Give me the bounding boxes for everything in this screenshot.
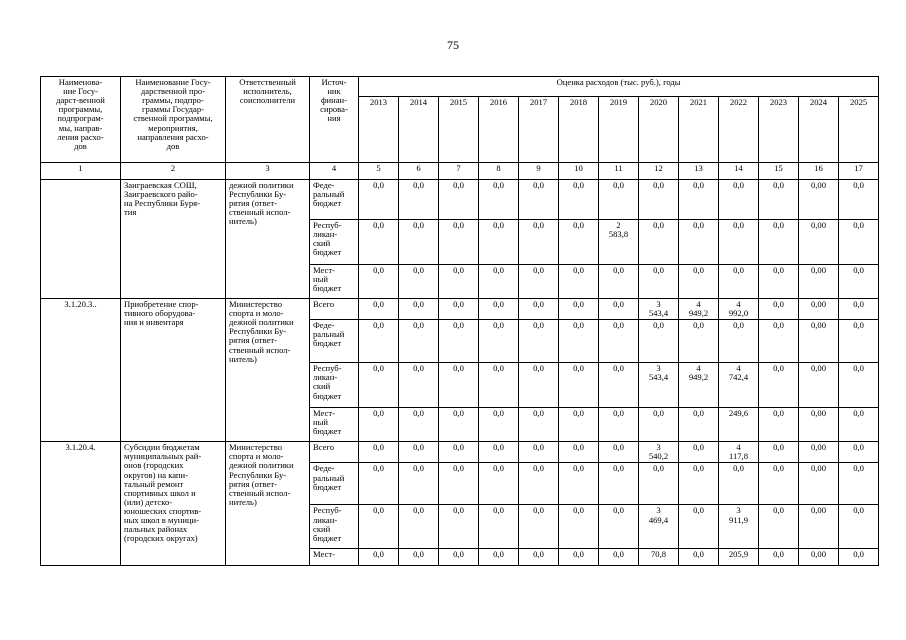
cost-value: 0,0 — [559, 549, 599, 566]
cost-value: 0,0 — [839, 363, 879, 408]
cost-value: 0,0 — [679, 442, 719, 463]
cost-value: 0,0 — [599, 463, 639, 505]
cost-value: 0,0 — [519, 299, 559, 320]
cost-value: 3 469,4 — [639, 505, 679, 549]
header-year: 2018 — [559, 97, 599, 163]
column-number: 7 — [439, 163, 479, 180]
column-number: 13 — [679, 163, 719, 180]
column-number: 12 — [639, 163, 679, 180]
cost-value: 0,0 — [359, 505, 399, 549]
cost-value: 0,0 — [839, 180, 879, 220]
cost-value: 0,0 — [439, 320, 479, 363]
row-code: 3.1.20.3.. — [41, 299, 121, 442]
funding-source: Феде- ральный бюджет — [310, 180, 359, 220]
cost-value: 0,0 — [359, 549, 399, 566]
cost-value: 0,00 — [799, 549, 839, 566]
cost-value: 4 742,4 — [719, 363, 759, 408]
expense-estimate-table — [40, 76, 879, 566]
column-number: 17 — [839, 163, 879, 180]
cost-value: 0,0 — [719, 463, 759, 505]
cost-value: 0,00 — [799, 180, 839, 220]
funding-source: Мест- ный бюджет — [310, 408, 359, 442]
cost-value: 0,00 — [799, 505, 839, 549]
cost-value: 0,0 — [679, 265, 719, 299]
cost-value: 205,9 — [719, 549, 759, 566]
cost-value: 0,0 — [439, 363, 479, 408]
header-source-column: Источ- ник финан- сирова- ния — [310, 77, 359, 163]
cost-value: 0,00 — [799, 220, 839, 265]
cost-value: 0,0 — [559, 180, 599, 220]
header-year: 2019 — [599, 97, 639, 163]
cost-value: 0,0 — [719, 265, 759, 299]
cost-value: 0,0 — [439, 549, 479, 566]
cost-value: 0,0 — [439, 180, 479, 220]
cost-value: 0,0 — [679, 320, 719, 363]
cost-value: 0,0 — [599, 299, 639, 320]
page-number: 75 — [447, 38, 459, 52]
cost-value: 0,0 — [839, 265, 879, 299]
cost-value: 0,0 — [679, 180, 719, 220]
cost-value: 0,0 — [359, 265, 399, 299]
cost-value: 0,0 — [559, 220, 599, 265]
cost-value: 0,0 — [399, 220, 439, 265]
cost-value: 0,00 — [799, 320, 839, 363]
cost-value: 0,0 — [559, 442, 599, 463]
cost-value: 0,0 — [759, 549, 799, 566]
header-year: 2015 — [439, 97, 479, 163]
cost-value: 0,0 — [359, 408, 399, 442]
cost-value: 249,6 — [719, 408, 759, 442]
cost-value: 0,0 — [679, 505, 719, 549]
column-number: 16 — [799, 163, 839, 180]
cost-value: 0,0 — [359, 220, 399, 265]
cost-value: 0,0 — [679, 463, 719, 505]
column-number: 3 — [226, 163, 310, 180]
column-number: 9 — [519, 163, 559, 180]
cost-value: 0,0 — [519, 442, 559, 463]
cost-value: 0,0 — [519, 180, 559, 220]
funding-source: Феде- ральный бюджет — [310, 320, 359, 363]
cost-value: 4 949,2 — [679, 299, 719, 320]
cost-value: 0,0 — [559, 265, 599, 299]
cost-value: 0,0 — [639, 463, 679, 505]
cost-value: 0,0 — [599, 505, 639, 549]
cost-value: 0,0 — [839, 320, 879, 363]
cost-value: 0,0 — [839, 299, 879, 320]
column-number: 11 — [599, 163, 639, 180]
header-year: 2022 — [719, 97, 759, 163]
cost-value: 3 540,2 — [639, 442, 679, 463]
cost-value: 0,0 — [399, 299, 439, 320]
header-year: 2023 — [759, 97, 799, 163]
cost-value: 0,00 — [799, 363, 839, 408]
cost-value: 0,0 — [719, 180, 759, 220]
cost-value: 0,0 — [559, 320, 599, 363]
cost-value: 0,0 — [479, 408, 519, 442]
cost-value: 0,0 — [519, 463, 559, 505]
cost-value: 0,0 — [839, 549, 879, 566]
cost-value: 4 992,0 — [719, 299, 759, 320]
cost-value: 0,0 — [759, 442, 799, 463]
cost-value: 0,0 — [479, 549, 519, 566]
cost-value: 0,0 — [839, 463, 879, 505]
header-year: 2020 — [639, 97, 679, 163]
cost-value: 0,0 — [519, 408, 559, 442]
header-name-column: Наименова- ние Госу- дарст-венной программы, подпрограм- мы, направ- ления расхо- дов — [41, 77, 121, 163]
column-number: 1 — [41, 163, 121, 180]
cost-value: 0,0 — [759, 220, 799, 265]
column-number: 14 — [719, 163, 759, 180]
header-year: 2021 — [679, 97, 719, 163]
cost-value: 70,8 — [639, 549, 679, 566]
row-executor: Министерство спорта и моло- дежной политики Республики Бу- рятия (ответ- ственный испол- нитель) — [226, 299, 310, 442]
cost-value: 3 911,9 — [719, 505, 759, 549]
cost-value: 0,0 — [479, 220, 519, 265]
cost-value: 0,0 — [679, 408, 719, 442]
cost-value: 0,0 — [599, 549, 639, 566]
cost-value: 0,0 — [359, 442, 399, 463]
header-year: 2024 — [799, 97, 839, 163]
column-number: 2 — [121, 163, 226, 180]
cost-value: 0,0 — [399, 463, 439, 505]
column-number: 5 — [359, 163, 399, 180]
cost-value: 0,0 — [599, 363, 639, 408]
cost-value: 0,0 — [439, 442, 479, 463]
funding-source: Феде- ральный бюджет — [310, 463, 359, 505]
funding-source: Всего — [310, 299, 359, 320]
funding-source: Мест- ный бюджет — [310, 265, 359, 299]
cost-value: 2 583,8 — [599, 220, 639, 265]
cost-value: 0,0 — [479, 180, 519, 220]
cost-value: 0,0 — [599, 265, 639, 299]
cost-value: 0,0 — [479, 299, 519, 320]
funding-source: Всего — [310, 442, 359, 463]
cost-value: 0,0 — [639, 408, 679, 442]
cost-value: 0,0 — [479, 505, 519, 549]
header-program-column: Наименование Госу- дарственной про- граммы, подпро- граммы Государ- ственной программы, мероприятия, направления расхо- дов — [121, 77, 226, 163]
cost-value: 0,0 — [599, 442, 639, 463]
cost-value: 0,0 — [719, 220, 759, 265]
cost-value: 0,0 — [439, 463, 479, 505]
cost-value: 0,0 — [519, 220, 559, 265]
cost-value: 0,0 — [599, 408, 639, 442]
cost-value: 0,0 — [399, 320, 439, 363]
cost-value: 0,0 — [679, 549, 719, 566]
cost-value: 0,0 — [399, 549, 439, 566]
cost-value: 0,00 — [799, 463, 839, 505]
header-year: 2016 — [479, 97, 519, 163]
cost-value: 0,0 — [559, 505, 599, 549]
column-number: 8 — [479, 163, 519, 180]
cost-value: 0,0 — [439, 408, 479, 442]
cost-value: 3 543,4 — [639, 363, 679, 408]
cost-value: 0,0 — [439, 505, 479, 549]
cost-value: 0,0 — [839, 408, 879, 442]
cost-value: 0,0 — [559, 299, 599, 320]
cost-value: 0,0 — [519, 363, 559, 408]
cost-value: 0,0 — [559, 408, 599, 442]
cost-value: 0,0 — [839, 505, 879, 549]
cost-value: 0,0 — [439, 299, 479, 320]
funding-source: Респуб- ликан- ский бюджет — [310, 505, 359, 549]
cost-value: 0,0 — [759, 320, 799, 363]
row-code: 3.1.20.4. — [41, 442, 121, 566]
row-executor: дежной политики Республики Бу- рятия (ответ- ственный испол- нитель) — [226, 180, 310, 299]
cost-value: 0,0 — [479, 265, 519, 299]
column-number: 15 — [759, 163, 799, 180]
cost-value: 0,0 — [479, 442, 519, 463]
cost-value: 0,00 — [799, 442, 839, 463]
cost-value: 0,0 — [639, 180, 679, 220]
cost-value: 0,0 — [639, 320, 679, 363]
row-code — [41, 180, 121, 299]
cost-value: 0,0 — [719, 320, 759, 363]
funding-source: Респуб- ликан- ский бюджет — [310, 220, 359, 265]
cost-value: 0,0 — [759, 363, 799, 408]
cost-value: 0,0 — [759, 505, 799, 549]
funding-source: Мест- — [310, 549, 359, 566]
cost-value: 0,0 — [359, 180, 399, 220]
header-year: 2025 — [839, 97, 879, 163]
cost-value: 0,0 — [559, 463, 599, 505]
column-number: 6 — [399, 163, 439, 180]
cost-value: 0,0 — [399, 265, 439, 299]
cost-value: 0,0 — [439, 220, 479, 265]
cost-value: 0,0 — [479, 463, 519, 505]
column-number: 4 — [310, 163, 359, 180]
table-row — [41, 299, 879, 320]
table-row — [41, 442, 879, 463]
cost-value: 0,0 — [519, 320, 559, 363]
cost-value: 0,0 — [519, 505, 559, 549]
cost-value: 0,0 — [599, 180, 639, 220]
row-program-name: Заиграевская СОШ, Заиграевского райо- на Республики Буря- тия — [121, 180, 226, 299]
cost-value: 0,0 — [359, 320, 399, 363]
cost-value: 0,0 — [399, 180, 439, 220]
cost-value: 0,0 — [839, 442, 879, 463]
cost-value: 0,0 — [759, 463, 799, 505]
cost-value: 4 117,8 — [719, 442, 759, 463]
row-program-name: Субсидии бюджетам муниципальных рай- онов (городских округов) на капи- тальный ремонт спортивных школ и (или) детско- юношеских спортив- ных школ в муници- пальных районах (городских округах) — [121, 442, 226, 566]
cost-value: 4 949,2 — [679, 363, 719, 408]
row-program-name: Приобретение спор- тивного оборудова- ния и инвентаря — [121, 299, 226, 442]
cost-value: 0,0 — [479, 363, 519, 408]
cost-value: 0,0 — [359, 299, 399, 320]
cost-value: 0,00 — [799, 265, 839, 299]
header-year: 2013 — [359, 97, 399, 163]
cost-value: 0,0 — [359, 363, 399, 408]
cost-value: 0,0 — [679, 220, 719, 265]
cost-value: 0,0 — [399, 442, 439, 463]
cost-value: 3 543,4 — [639, 299, 679, 320]
header-year: 2017 — [519, 97, 559, 163]
cost-value: 0,0 — [399, 363, 439, 408]
table-row — [41, 180, 879, 220]
header-year: 2014 — [399, 97, 439, 163]
funding-source: Респуб- ликан- ский бюджет — [310, 363, 359, 408]
cost-value: 0,0 — [639, 265, 679, 299]
cost-value: 0,0 — [399, 408, 439, 442]
cost-value: 0,0 — [759, 408, 799, 442]
header-cost-title: Оценка расходов (тыс. руб.), годы — [359, 77, 879, 97]
cost-value: 0,0 — [519, 549, 559, 566]
row-executor: Министерство спорта и моло- дежной политики Республики Бу- рятия (ответ- ственный испол- нитель) — [226, 442, 310, 566]
header-executor-column: Ответственный исполнитель, соисполнители — [226, 77, 310, 163]
cost-value: 0,0 — [519, 265, 559, 299]
column-number: 10 — [559, 163, 599, 180]
cost-value: 0,0 — [839, 220, 879, 265]
cost-value: 0,0 — [399, 505, 439, 549]
cost-value: 0,0 — [759, 299, 799, 320]
cost-value: 0,0 — [639, 220, 679, 265]
cost-value: 0,0 — [759, 265, 799, 299]
cost-value: 0,0 — [759, 180, 799, 220]
cost-value: 0,0 — [479, 320, 519, 363]
cost-value: 0,0 — [439, 265, 479, 299]
cost-value: 0,00 — [799, 299, 839, 320]
cost-value: 0,00 — [799, 408, 839, 442]
cost-value: 0,0 — [599, 320, 639, 363]
cost-value: 0,0 — [559, 363, 599, 408]
cost-value: 0,0 — [359, 463, 399, 505]
